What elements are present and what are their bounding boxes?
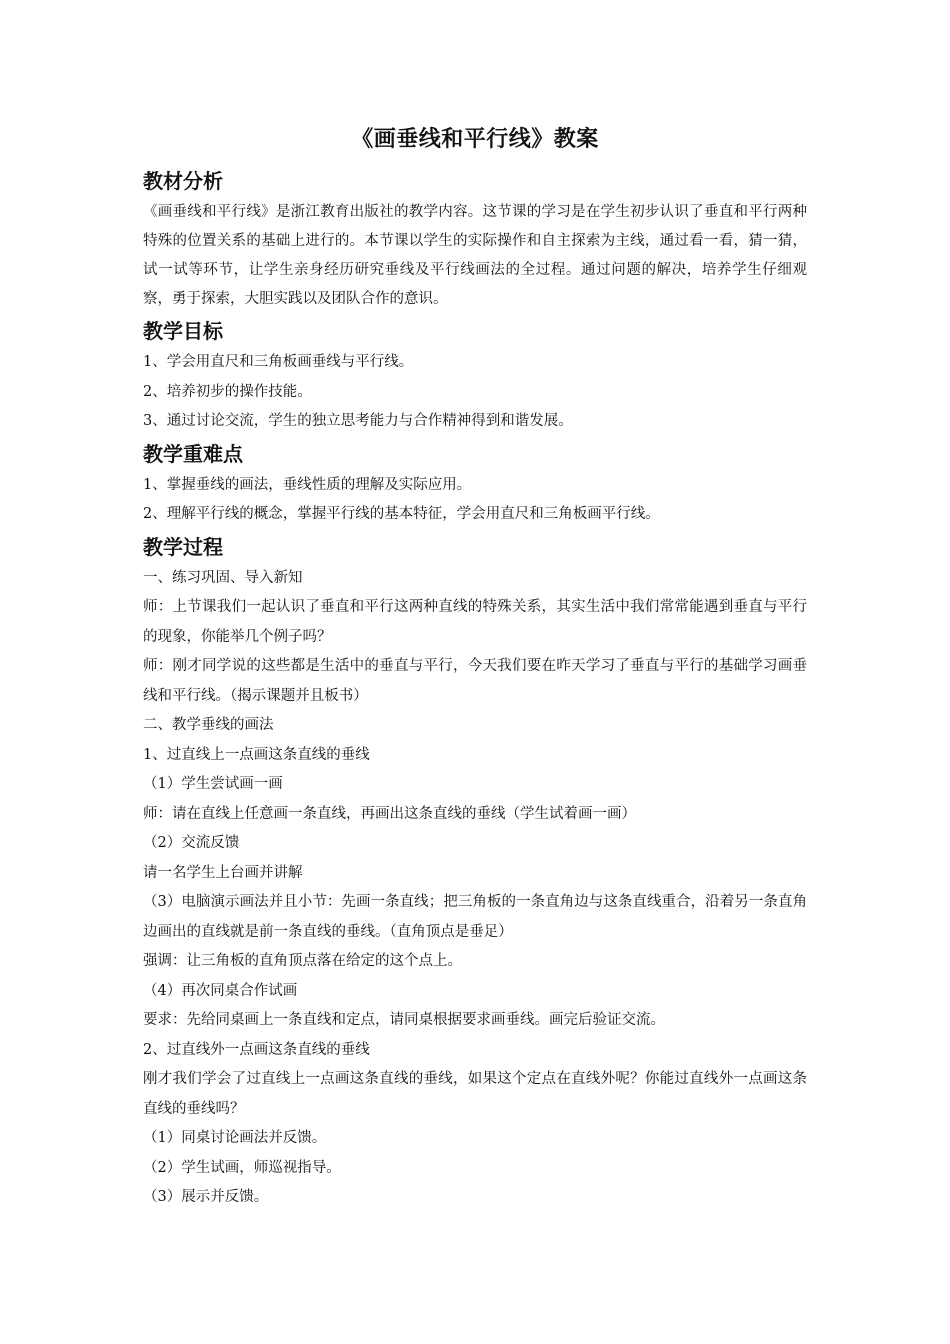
section-heading: 教学目标 — [143, 319, 223, 343]
list-item: 1、掌握垂线的画法，垂线性质的理解及实际应用。 — [143, 476, 472, 493]
process-line: （1）同桌讨论画法并反馈。 — [143, 1130, 327, 1146]
list-item: 3、通过讨论交流，学生的独立思考能力与合作精神得到和谐发展。 — [143, 413, 573, 429]
list-item: 2、理解平行线的概念，掌握平行线的基本特征，学会用直尺和三角板画平行线。 — [143, 506, 660, 522]
process-line: （3）电脑演示画法并且小节：先画一条直线；把三角板的一条直角边与这条直线重合，沿着另一条直角边画出的直线就是前一条直线的垂线。（直角顶点是垂足） — [143, 894, 807, 940]
section-teaching-goals — [143, 316, 807, 437]
process-line: 刚才我们学会了过直线上一点画这条直线的垂线，如果这个定点在直线外呢？你能过直线外一点画这条直线的垂线吗？ — [143, 1071, 807, 1117]
process-line: （3）展示并反馈。 — [143, 1189, 269, 1205]
section-key-difficulties — [143, 439, 807, 530]
process-line: 2、过直线外一点画这条直线的垂线 — [143, 1041, 370, 1058]
process-line: 师：上节课我们一起认识了垂直和平行这两种直线的特殊关系，其实生活中我们常常能遇到垂直与平行的现象，你能举几个例子吗？ — [143, 599, 807, 645]
document-page — [143, 122, 807, 1213]
section-teaching-process — [143, 532, 807, 1213]
process-line: 二、教学垂线的画法 — [143, 717, 274, 733]
list-item: 1、学会用直尺和三角板画垂线与平行线。 — [143, 354, 414, 370]
paragraph: 《画垂线和平行线》是浙江教育出版社的教学内容。这节课的学习是在学生初步认识了垂直和平行两种特殊的位置关系的基础上进行的。本节课以学生的实际操作和自主探索为主线，通过看一看，猜一猜，试一试等环节，让学生亲身经历研究垂线及平行线画法的全过程。通过问题的解决，培养学生仔细观察，勇于探索，大胆实践以及团队合作的意识。 — [143, 204, 807, 307]
section-heading: 教学重难点 — [143, 441, 243, 466]
process-line: （1）学生尝试画一画 — [143, 776, 283, 792]
process-line: （2）交流反馈 — [143, 835, 240, 851]
list-item: 2、培养初步的操作技能。 — [143, 383, 312, 400]
section-textbook-analysis — [143, 166, 807, 314]
process-line: （2）学生试画，师巡视指导。 — [143, 1159, 341, 1176]
process-line: 1、过直线上一点画这条直线的垂线 — [143, 746, 370, 763]
section-heading: 教学过程 — [143, 534, 223, 559]
document-title: 《画垂线和平行线》教案 — [351, 127, 599, 152]
section-heading: 教材分析 — [143, 169, 223, 193]
process-line: （4）再次同桌合作试画 — [143, 982, 298, 999]
process-line: 一、练习巩固、导入新知 — [143, 569, 303, 586]
process-line: 请一名学生上台画并讲解 — [143, 864, 303, 881]
process-line: 师：请在直线上任意画一条直线，再画出这条直线的垂线（学生试着画一画） — [143, 805, 636, 822]
process-line: 要求：先给同桌画上一条直线和定点，请同桌根据要求画垂线。画完后验证交流。 — [143, 1012, 665, 1028]
process-line: 师：刚才同学说的这些都是生活中的垂直与平行，今天我们要在昨天学习了垂直与平行的基础学习画垂线和平行线。（揭示课题并且板书） — [143, 658, 807, 704]
process-line: 强调：让三角板的直角顶点落在给定的这个点上。 — [143, 953, 462, 969]
